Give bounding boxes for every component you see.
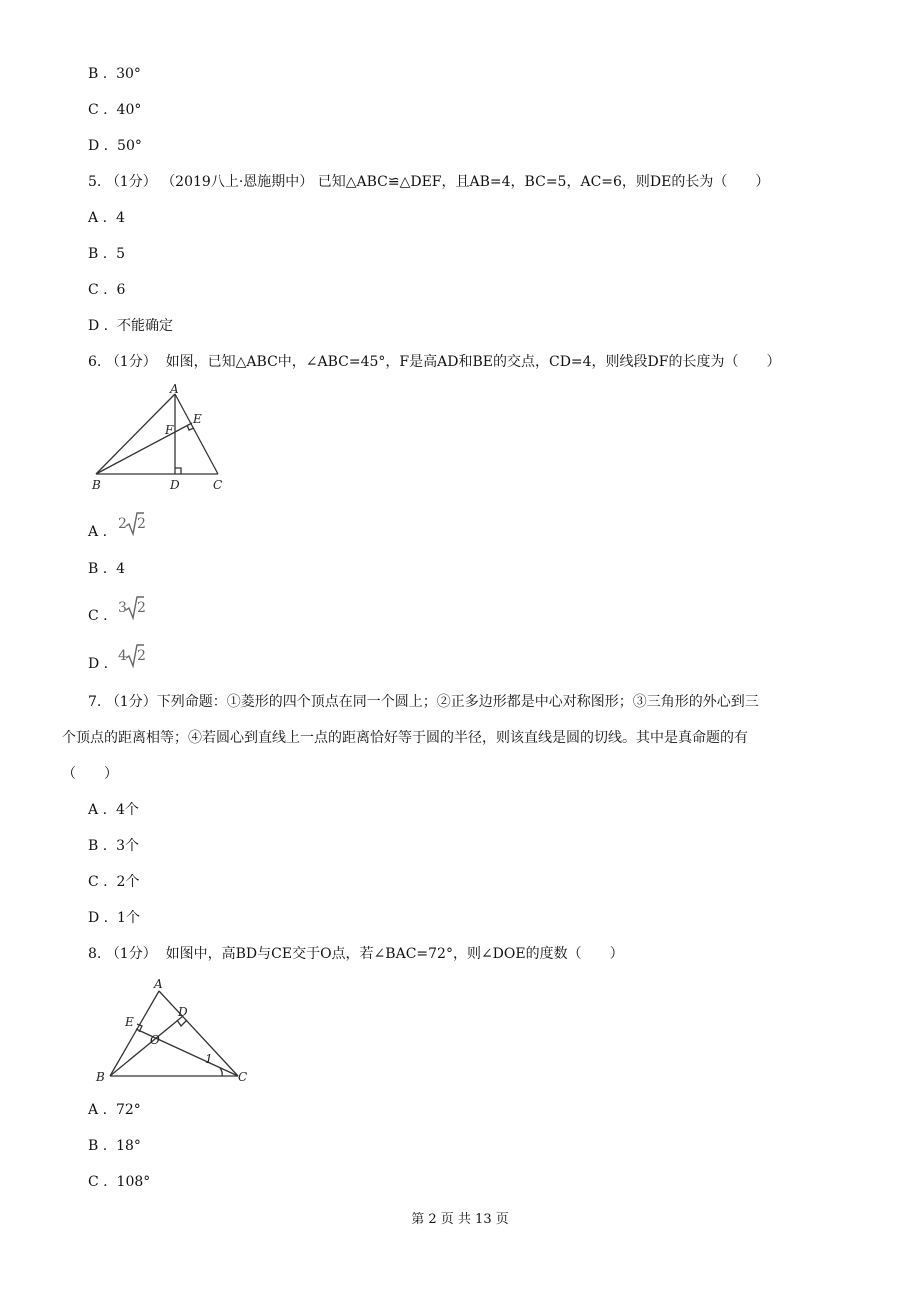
q6-triangle-figure bbox=[88, 384, 238, 496]
label-a: A bbox=[170, 384, 179, 396]
q6-option-b: B . 4 bbox=[88, 561, 126, 577]
label-d: D bbox=[178, 1005, 188, 1019]
option-letter: D bbox=[88, 656, 100, 672]
label-o: O bbox=[150, 1033, 160, 1047]
radicand: 2 bbox=[137, 600, 146, 616]
option-text: 18° bbox=[116, 1138, 141, 1154]
q7-option-d: D . 1个 bbox=[88, 910, 140, 926]
label-d: D bbox=[170, 478, 180, 492]
q8-option-a: A . 72° bbox=[88, 1102, 141, 1118]
label-c: C bbox=[238, 1070, 248, 1084]
label-a: A bbox=[154, 977, 163, 991]
question-score: （1分） bbox=[105, 946, 157, 962]
page-footer: 第 2 页 共 13 页 bbox=[411, 1212, 509, 1227]
question-number: 7. bbox=[88, 694, 102, 710]
q8-stem bbox=[88, 944, 624, 964]
radical-coefficient: 4 bbox=[118, 648, 127, 664]
label-b: B bbox=[92, 478, 101, 492]
option-text: 2个 bbox=[116, 874, 140, 890]
q6-option-d: D . bbox=[88, 656, 109, 672]
q4-option-c: C . 40° bbox=[88, 102, 142, 118]
option-text: 50° bbox=[117, 138, 142, 154]
q6-stem bbox=[88, 352, 781, 372]
label-b: B bbox=[96, 1070, 105, 1084]
radical-coefficient: 2 bbox=[118, 516, 127, 532]
label-e: E bbox=[125, 1015, 134, 1029]
option-text: 3个 bbox=[116, 838, 140, 854]
question-source: （2019八上·恩施期中） bbox=[161, 174, 314, 190]
option-letter: B bbox=[88, 66, 99, 82]
q5-option-d: D . 不能确定 bbox=[88, 318, 174, 334]
q5-option-c: C . 6 bbox=[88, 282, 126, 298]
question-score: （1分） bbox=[105, 174, 157, 190]
option-letter: B bbox=[88, 561, 99, 577]
option-letter: A bbox=[88, 802, 99, 818]
option-text: 1个 bbox=[117, 910, 140, 926]
q7-option-b: B . 3个 bbox=[88, 838, 140, 854]
altitude-be bbox=[96, 423, 192, 474]
radicand: 2 bbox=[137, 648, 146, 664]
option-letter: A bbox=[88, 1102, 99, 1118]
option-text: 5 bbox=[116, 246, 126, 262]
q8-option-c: C . 108° bbox=[88, 1174, 151, 1190]
option-letter: C bbox=[88, 874, 99, 890]
radicand: 2 bbox=[137, 516, 146, 532]
q7-option-a: A . 4个 bbox=[88, 802, 139, 818]
q4-option-b: B . 30° bbox=[88, 66, 141, 82]
question-score: （1分） bbox=[105, 694, 157, 710]
option-letter: A bbox=[88, 524, 99, 540]
option-letter: A bbox=[88, 210, 99, 226]
option-text: 40° bbox=[116, 102, 142, 118]
q6-option-c: C . bbox=[88, 608, 108, 624]
option-letter: B bbox=[88, 1138, 99, 1154]
q7-stem-line1 bbox=[88, 692, 759, 712]
option-letter: D bbox=[88, 910, 100, 926]
option-text: 4个 bbox=[115, 802, 139, 818]
option-text: 6 bbox=[116, 282, 126, 298]
option-text: 4 bbox=[115, 210, 125, 226]
q6-option-a: A . bbox=[88, 524, 108, 540]
q7-stem-line2: 个顶点的距离相等；④若圆心到直线上一点的距离恰好等于圆的半径，则该直线是圆的切线。其中是真命题的有 bbox=[62, 730, 748, 746]
label-c: C bbox=[213, 478, 223, 492]
right-angle-mark-d bbox=[177, 1020, 187, 1026]
option-text: 108° bbox=[116, 1174, 151, 1190]
option-text: 72° bbox=[115, 1102, 141, 1118]
question-number: 8. bbox=[88, 946, 102, 962]
side-ab bbox=[96, 394, 175, 474]
q4-option-d: D . 50° bbox=[88, 138, 142, 154]
option-text: 4 bbox=[116, 561, 126, 577]
q8-option-b: B . 18° bbox=[88, 1138, 141, 1154]
q5-stem bbox=[88, 172, 769, 192]
option-letter: D bbox=[88, 318, 100, 334]
q8-triangle-figure bbox=[92, 974, 254, 1086]
option-letter: B bbox=[88, 838, 99, 854]
question-score: （1分） bbox=[105, 354, 157, 370]
right-angle-mark-d bbox=[175, 468, 181, 474]
side-ac bbox=[159, 991, 238, 1076]
label-f: F bbox=[165, 423, 174, 437]
option-letter: C bbox=[88, 102, 99, 118]
question-text: 如图中，高BD与CE交于O点，若∠BAC=72°，则∠DOE的度数（ ） bbox=[165, 946, 624, 962]
question-number: 5. bbox=[88, 174, 102, 190]
label-angle-1: 1 bbox=[205, 1052, 213, 1066]
label-e: E bbox=[193, 412, 202, 426]
question-number: 6. bbox=[88, 354, 102, 370]
option-letter: C bbox=[88, 282, 99, 298]
option-letter: C bbox=[88, 1174, 99, 1190]
q5-option-a: A . 4 bbox=[88, 210, 125, 226]
question-text: 已知△ABC≌△DEF，且AB=4，BC=5，AC=6，则DE的长为（ ） bbox=[317, 174, 770, 190]
q5-option-b: B . 5 bbox=[88, 246, 126, 262]
question-text: 如图，已知△ABC中，∠ABC=45°，F是高AD和BE的交点，CD=4，则线段DF的长度为（ ） bbox=[165, 354, 781, 370]
option-text: 不能确定 bbox=[117, 318, 174, 334]
option-letter: D bbox=[88, 138, 100, 154]
option-letter: B bbox=[88, 246, 99, 262]
option-text: 30° bbox=[116, 66, 141, 82]
option-letter: C bbox=[88, 608, 99, 624]
question-text-line1: 下列命题：①菱形的四个顶点在同一个圆上；②正多边形都是中心对称图形；③三角形的外心到三 bbox=[156, 694, 759, 710]
side-ac bbox=[175, 394, 218, 474]
q7-option-c: C . 2个 bbox=[88, 874, 140, 890]
radical-coefficient: 3 bbox=[118, 600, 127, 616]
q7-stem-line3: （ ） bbox=[62, 766, 118, 782]
